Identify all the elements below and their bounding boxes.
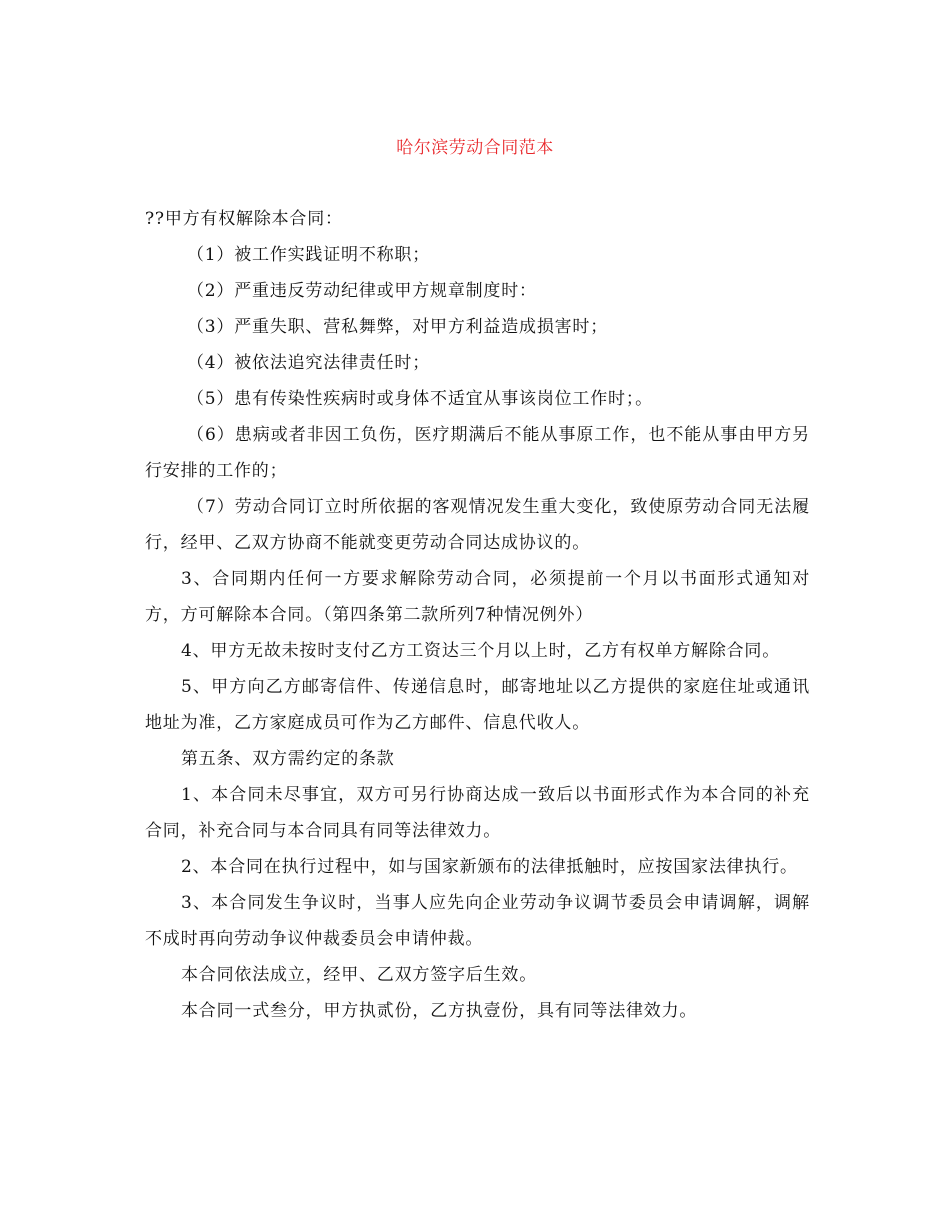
- paragraph-effectiveness: 本合同依法成立，经甲、乙双方签字后生效。: [181, 965, 537, 985]
- paragraph-clause-2: （2）严重违反劳动纪律或甲方规章制度时：: [187, 281, 537, 301]
- document-title: 哈尔滨劳动合同范本: [396, 138, 554, 158]
- paragraph-article5-item-3: 3、本合同发生争议时，当事人应先向企业劳动争议调节委员会申请调解，调解不成时再向劳动争议仲裁委员会申请仲裁。: [145, 893, 810, 949]
- document-body: [145, 201, 810, 1029]
- paragraph-clause-3: （3）严重失职、营私舞弊，对甲方利益造成损害时；: [187, 317, 609, 337]
- paragraph-clause-6: （6）患病或者非因工负伤，医疗期满后不能从事原工作，也不能从事由甲方另行安排的工作的；: [145, 425, 810, 481]
- paragraph-article5-item-1: 1、本合同未尽事宜，双方可另行协商达成一致后以书面形式作为本合同的补充合同，补充合同与本合同具有同等法律效力。: [145, 785, 810, 841]
- paragraph-copies: 本合同一式叁分，甲方执贰份，乙方执壹份，具有同等法律效力。: [181, 1001, 698, 1021]
- paragraph-clause-5: （5）患有传染性疾病时或身体不适宜从事该岗位工作时；。: [187, 389, 653, 409]
- paragraph-item-4: 4、甲方无故未按时支付乙方工资达三个月以上时，乙方有权单方解除合同。: [181, 641, 781, 661]
- paragraph-item-5: 5、甲方向乙方邮寄信件、传递信息时，邮寄地址以乙方提供的家庭住址或通讯地址为准，乙方家庭成员可作为乙方邮件、信息代收人。: [145, 677, 810, 733]
- paragraph-clause-4: （4）被依法追究法律责任时；: [187, 353, 431, 373]
- paragraph-article5-item-2: 2、本合同在执行过程中，如与国家新颁布的法律抵触时，应按国家法律执行。: [181, 857, 798, 877]
- paragraph-clause-1: （1）被工作实践证明不称职；: [187, 245, 431, 265]
- paragraph-clause-7: （7）劳动合同订立时所依据的客观情况发生重大变化，致使原劳动合同无法履行，经甲、乙双方协商不能就变更劳动合同达成协议的。: [145, 497, 810, 553]
- paragraph-item-3: 3、合同期内任何一方要求解除劳动合同，必须提前一个月以书面形式通知对方，方可解除本合同。（第四条第二款所列7种情况例外）: [145, 569, 810, 625]
- section-heading-article-5: 第五条、双方需约定的条款: [181, 749, 395, 769]
- paragraph-termination-intro: ??甲方有权解除本合同：: [145, 209, 343, 229]
